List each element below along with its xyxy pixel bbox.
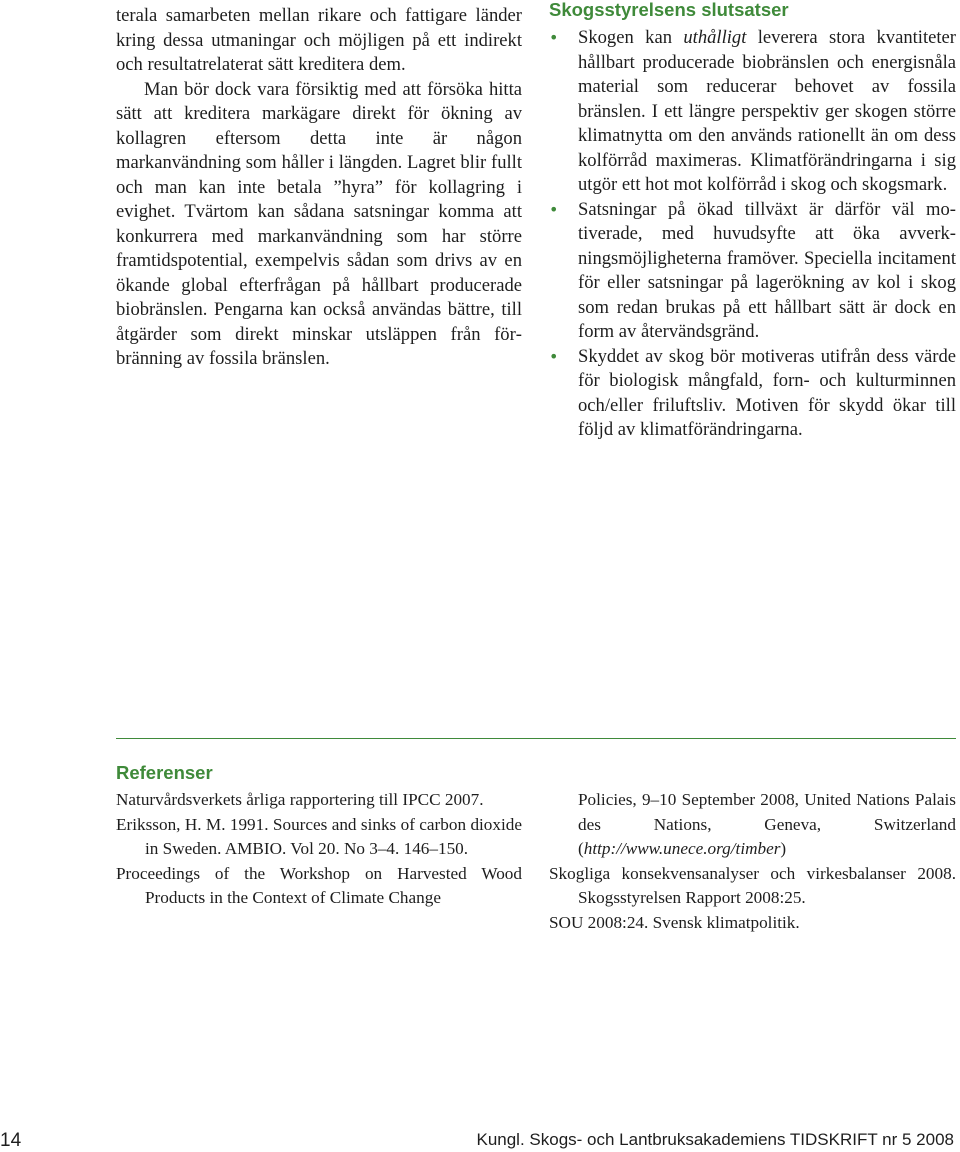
references-heading: Referenser <box>116 762 213 783</box>
reference-entry: Proceedings of the Workshop on Harvested Wood Products in the Context of Climate Change <box>116 863 522 907</box>
reference-link[interactable]: http://www.unece.org/timber <box>583 839 781 858</box>
page-number: 14 <box>0 1130 22 1151</box>
references-left-column <box>116 788 522 911</box>
section-heading-conclusions: Skogsstyrelsens slutsatser <box>549 0 789 20</box>
paragraph-crediting: Man bör dock vara försiktig med att försöka hitta sätt att kreditera markägare direkt för ökning av kollagren eftersom detta inte är någon markanvändning som håller i längden. Lagret blir fullt och man kan inte betala ”hyra” för kollagring i evighet. Tvärtom kan sådana satsningar komma att konkurrera med markanvändning som har större framtidspotential, exempelvis sådan som drivs av en ökande global efterfrågan på hållbart producerade biobränslen. Pengarna kan också användas bättre, till åtgärder som direkt minskar utsläppen från förbränning av fossila bränslen. <box>116 78 522 369</box>
reference-entry: Eriksson, H. M. 1991. Sources and sinks of carbon dioxide in Sweden. AMBIO. Vol 20. No 3–4. 146–150. <box>116 814 522 858</box>
list-item-text-start: Skogen kan <box>578 27 684 48</box>
list-item <box>549 26 956 198</box>
reference-entry: SOU 2008:24. Svensk klimatpolitik. <box>549 912 800 932</box>
conclusions-list <box>549 26 956 443</box>
list-item-text: Skyddet av skog bör motiveras utifrån dess värde för biologisk mångfald, forn- och kulturminnen och/eller friluftsliv. Motiven för skydd ökar till följd av klimatförändringarna. <box>578 345 956 440</box>
bullet-icon: • <box>549 346 559 366</box>
paragraph-continued: terala samarbeten mellan rikare och fattigare länder kring dessa utmaningar och möjligen på ett indirekt och resultatrelaterat sätt kreditera dem. <box>116 5 522 75</box>
reference-text: ) <box>780 839 787 858</box>
emphasis-text: uthålligt <box>683 27 747 48</box>
reference-entry-continued <box>549 788 956 862</box>
list-item-text: Satsningar på ökad tillväxt är därför väl motiverade, med huvudsyfte att öka avverkningsmöjligheterna framöver. Speciella incitament för eller satsningar på lagerökning av kol i skog som redan brukas på ett hållbart sätt är dock en form av återvändsgränd. <box>578 198 956 342</box>
list-item <box>549 198 956 345</box>
reference-entry: Naturvårdsverkets årliga rapportering till IPCC 2007. <box>116 790 484 809</box>
list-item-text-end: leverera stora kvantiteter hållbart producerade biobränslen och energisnåla material som reducerar behovet av fossila bränslen. I ett längre perspektiv ger skogen större klimatnytta om den används rationellt än om dess kolförråd maximeras. Klimatförändringarna i sig utgör ett hot mot kolförråd i skog och skogsmark. <box>578 27 956 195</box>
left-column <box>116 4 522 372</box>
references-right-column <box>549 788 956 935</box>
section-divider <box>116 738 956 739</box>
right-column <box>549 0 956 443</box>
list-item <box>549 345 956 443</box>
reference-text: Policies, 9–10 September 2008, United Nations Palais des Nations, Geneva, Switzerland ( <box>578 790 956 858</box>
reference-entry: Skogliga konsekvensanalyser och virkesbalanser 2008. Skogsstyrelsen Rapport 2008:25. <box>549 863 956 907</box>
bullet-icon: • <box>549 28 559 47</box>
bullet-icon: • <box>549 199 559 219</box>
running-footer: Kungl. Skogs- och Lantbruksakademiens TIDSKRIFT nr 5 2008 <box>476 1130 954 1149</box>
